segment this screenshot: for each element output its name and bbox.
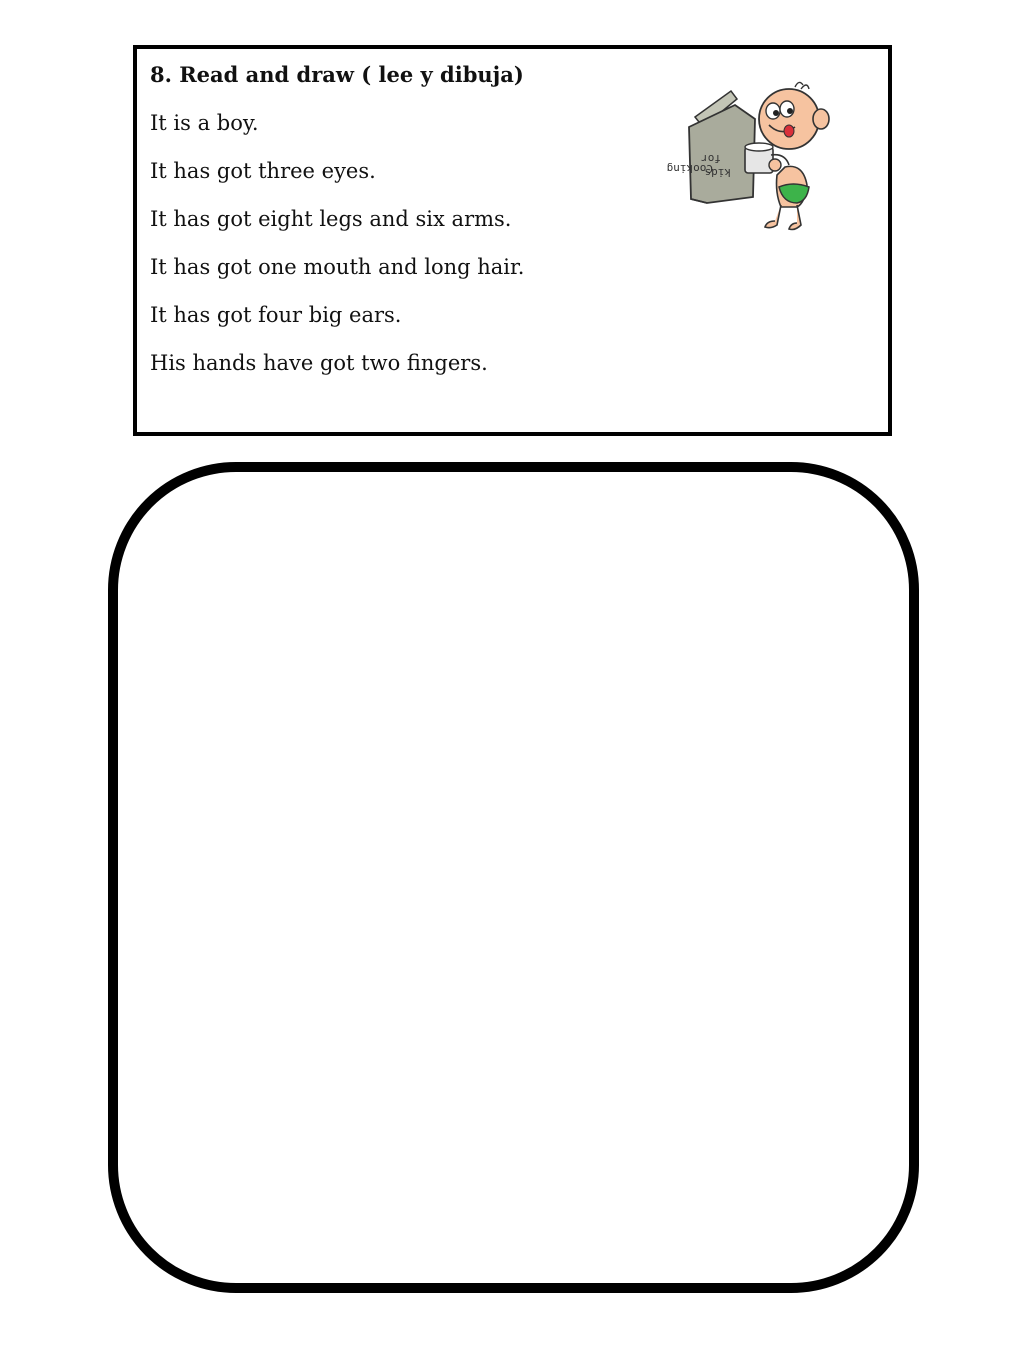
sentence-6: His hands have got two fingers. bbox=[150, 351, 488, 375]
boy-with-cookbook-illustration bbox=[666, 75, 835, 237]
exercise-title: 8. Read and draw ( lee y dibuja) bbox=[150, 62, 524, 87]
sentence-3: It has got eight legs and six arms. bbox=[150, 207, 512, 231]
book-title-line-1: Cooking bbox=[666, 162, 713, 175]
drawing-area[interactable] bbox=[108, 462, 919, 1293]
exercise-box bbox=[133, 45, 892, 436]
sentence-1: It is a boy. bbox=[150, 111, 259, 135]
sentence-4: It has got one mouth and long hair. bbox=[150, 255, 525, 279]
book-title-line-2: for bbox=[701, 152, 721, 165]
boy-icon bbox=[745, 82, 829, 229]
sentence-5: It has got four big ears. bbox=[150, 303, 402, 327]
book-title-line-3: kids bbox=[704, 166, 731, 179]
sentence-2: It has got three eyes. bbox=[150, 159, 376, 183]
cookbook-icon bbox=[667, 91, 755, 203]
